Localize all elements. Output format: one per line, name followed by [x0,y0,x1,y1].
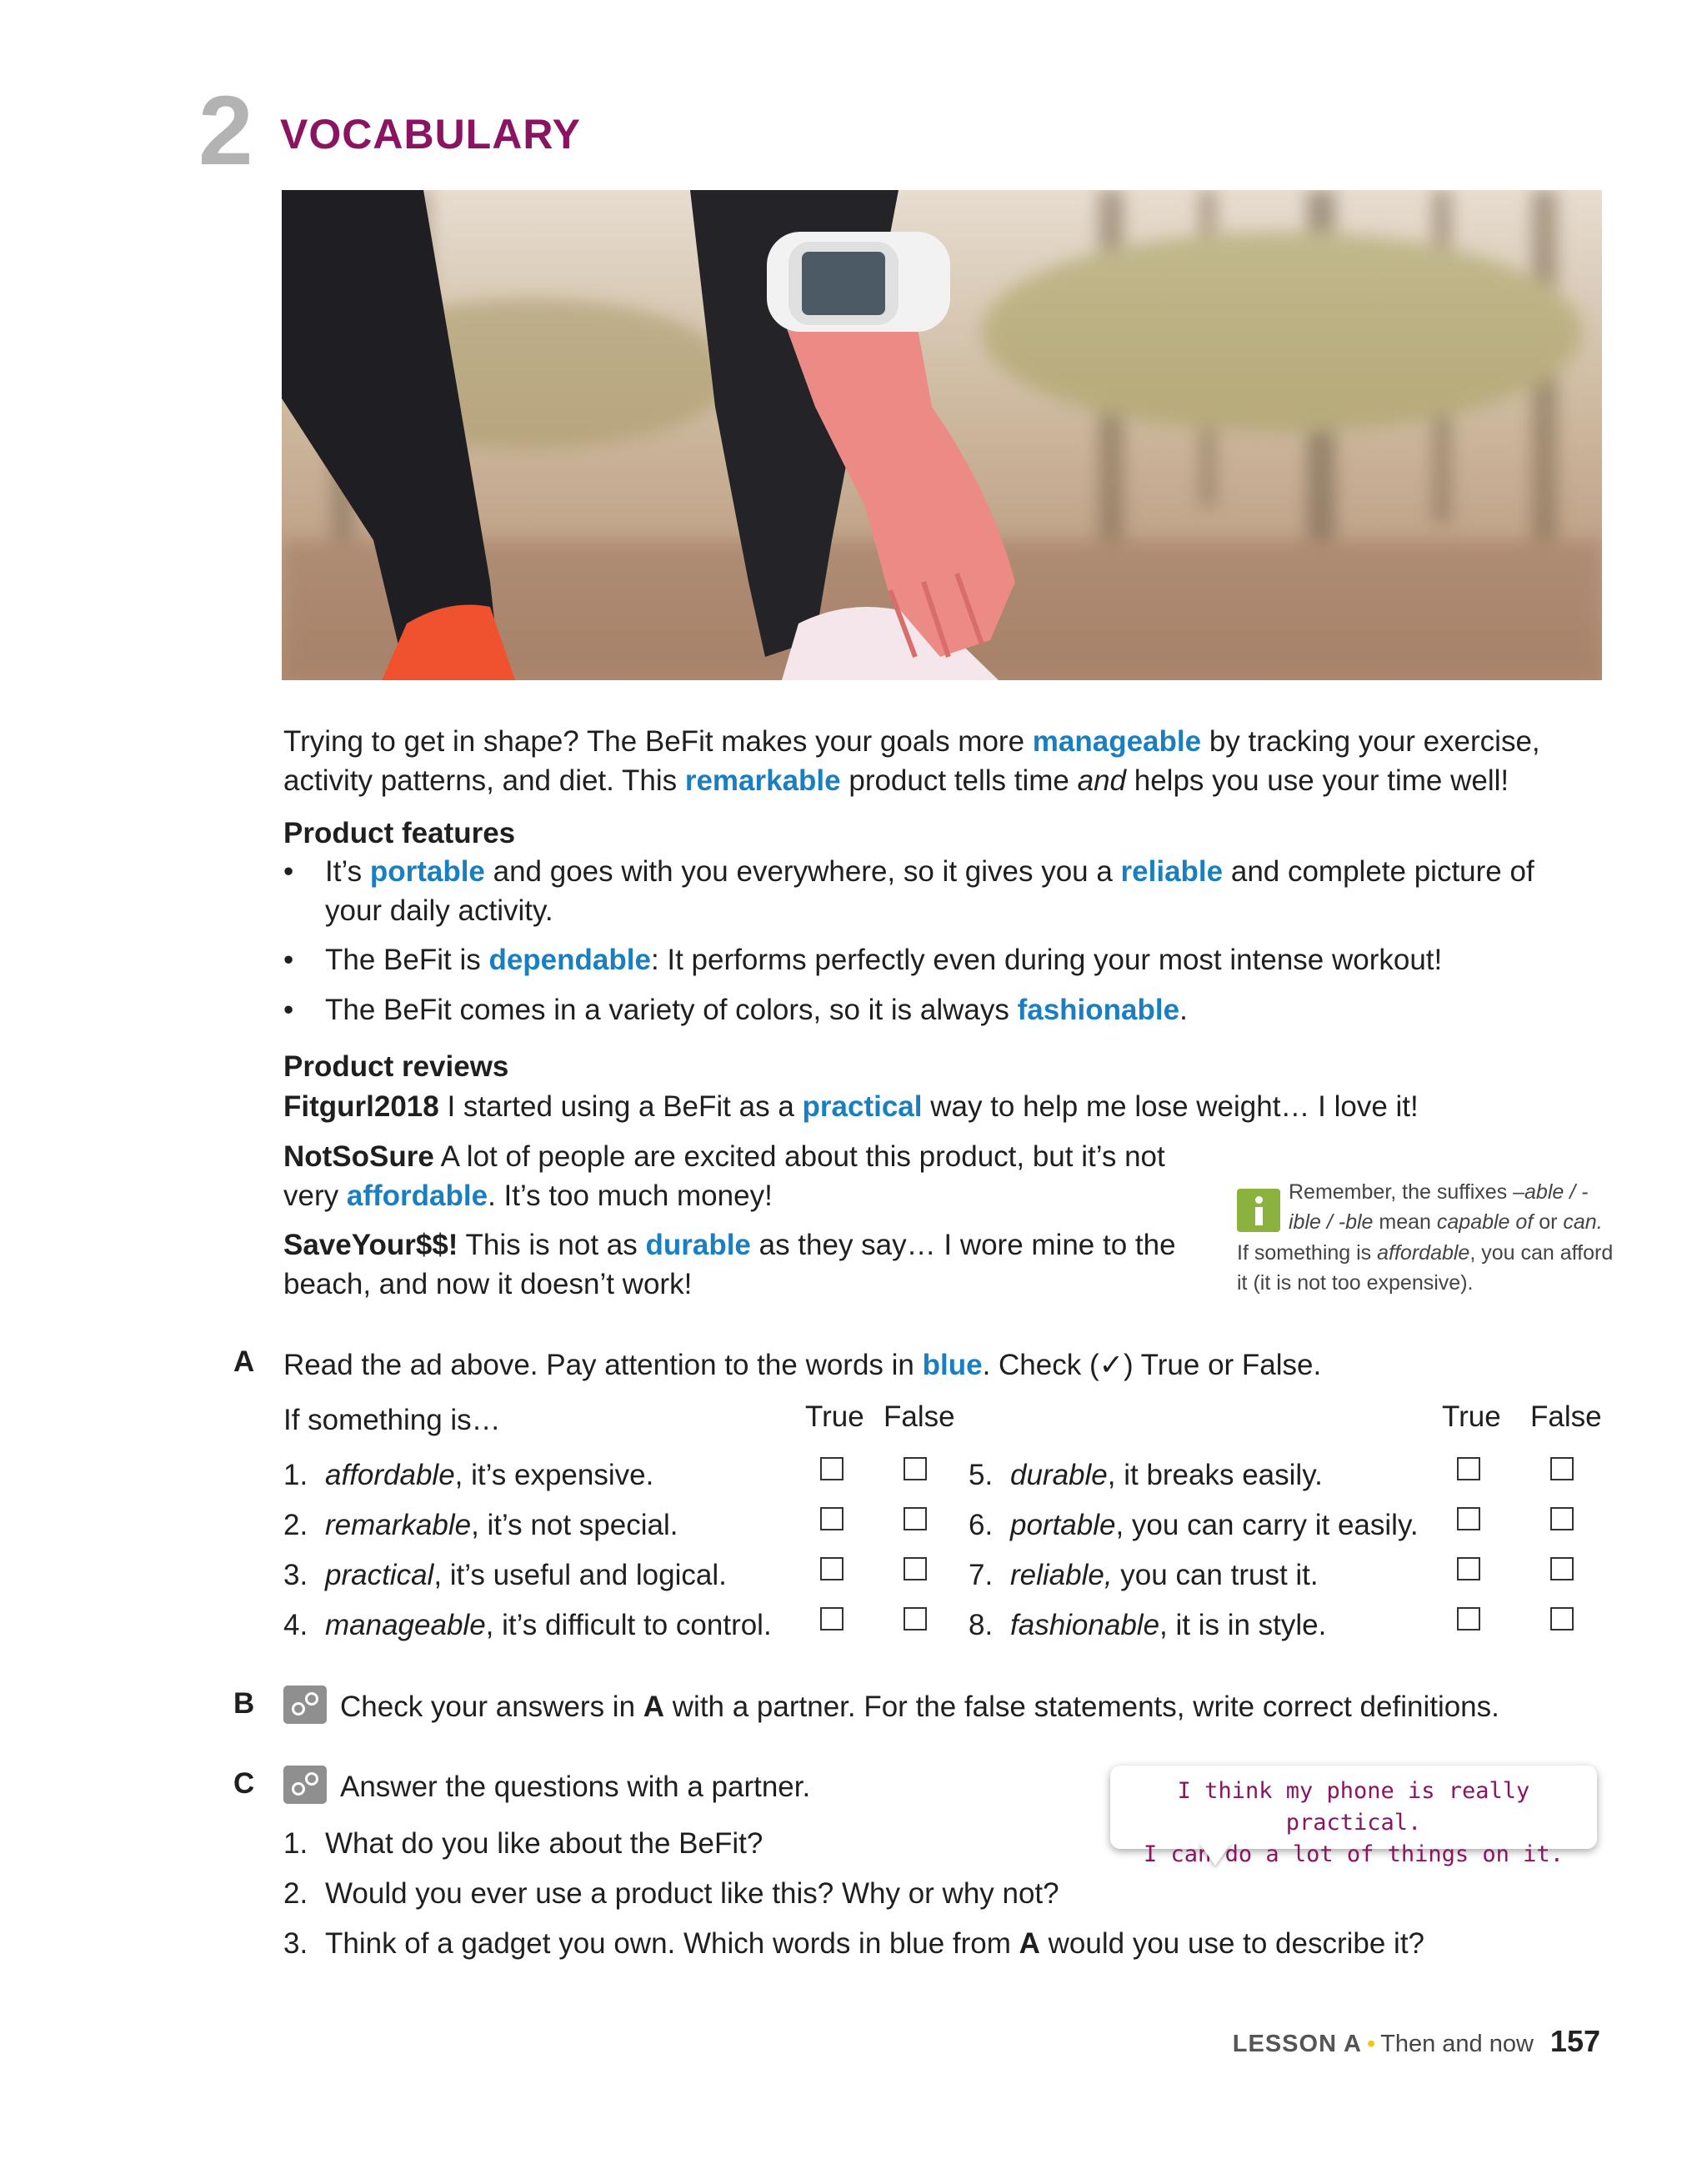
false-checkbox-8[interactable] [1550,1607,1574,1630]
reviewer-name: NotSoSure [283,1140,434,1173]
tip-emphasis: capable of [1436,1210,1534,1235]
exercise-b-instructions [340,1687,1499,1726]
vocab-word-remarkable: remarkable [684,764,841,798]
false-checkbox-7[interactable] [1550,1557,1574,1580]
reviewer-name: Fitgurl2018 [283,1090,439,1123]
speech-bubble [1110,1766,1597,1867]
intro-emphasis: and [1077,764,1127,798]
item-word: remarkable [325,1509,472,1541]
tip-emphasis: can. [1563,1210,1603,1235]
ad-intro [283,722,1609,801]
item-number: 3. [283,1559,308,1591]
item-word: durable [1010,1459,1108,1491]
item-number: 8. [969,1609,994,1641]
item-word: practical [325,1559,434,1591]
item-text: , it’s useful and logical. [433,1559,727,1591]
section-number: 2 [198,76,250,186]
bullet-dot: • [283,944,294,976]
review-text: A lot of people are excited about this product, but it’s not very [283,1140,1165,1213]
statement-7 [969,1555,1319,1595]
vocab-word-reliable: reliable [1120,855,1224,888]
item-number: 2. [283,1877,308,1910]
features-heading: Product features [283,817,516,849]
speech-bubble-tail [1199,1842,1232,1866]
intro-text-4: helps you use your time well! [1126,764,1509,798]
true-checkbox-3[interactable] [820,1557,843,1580]
intro-text-1: Trying to get in shape? The BeFit makes your goals more [283,725,1033,758]
vocab-word-practical: practical [802,1090,923,1123]
instruction-text: Read the ad above. Pay attention to the words in [283,1349,923,1381]
question-text: Would you ever use a product like this? Why or why not? [325,1877,1059,1910]
vocab-word-portable: portable [369,855,485,888]
false-checkbox-6[interactable] [1550,1507,1574,1530]
review-2 [283,1137,1167,1216]
true-column-header: True [1442,1400,1501,1433]
statement-4 [283,1605,772,1645]
exercise-a-lead: If something is… [283,1404,501,1436]
feature-text: The BeFit is [325,944,489,976]
false-column-header: False [1530,1400,1602,1433]
vocab-word-affordable: affordable [346,1180,488,1213]
true-checkbox-6[interactable] [1457,1507,1480,1530]
item-text: , it breaks easily. [1107,1459,1323,1491]
item-text: , you can carry it easily. [1115,1509,1419,1541]
page-footer [1233,2024,1600,2059]
pair-work-icon [283,1686,327,1724]
item-text: , it’s difficult to control. [485,1609,772,1641]
true-checkbox-4[interactable] [820,1607,843,1630]
item-text: you can trust it. [1112,1559,1319,1591]
review-text: . It’s too much money! [488,1180,773,1213]
item-number: 1. [283,1459,308,1491]
vocab-word-durable: durable [645,1229,751,1261]
instruction-bold: A [643,1691,665,1723]
item-number: 7. [969,1559,994,1591]
feature-text: and complete picture of your daily activity. [325,855,1534,928]
item-word: reliable, [1010,1559,1113,1591]
item-text: , it is in style. [1159,1609,1327,1641]
vocab-word-manageable: manageable [1032,725,1202,758]
item-number: 1. [283,1827,308,1860]
false-checkbox-1[interactable] [904,1457,927,1480]
intro-text-2: by tracking your exercise, activity patterns, and diet. This [283,725,1540,798]
question-text: Think of a gadget you own. Which words in blue from [325,1927,1019,1960]
section-title: VOCABULARY [280,111,581,158]
exercise-c-letter: C [233,1767,255,1800]
instruction-text: with a partner. For the false statements, write correct definitions. [664,1691,1499,1723]
exercise-a-letter: A [233,1345,255,1378]
exercise-b-letter: B [233,1687,255,1720]
info-icon [1237,1189,1280,1232]
question-bold: A [1019,1927,1040,1960]
reviews-heading: Product reviews [283,1050,509,1083]
question-text: What do you like about the BeFit? [325,1827,763,1860]
tip-text: Remember, the suffixes [1289,1180,1514,1204]
true-column-header: True [805,1400,864,1433]
speech-line-2: I can do a lot of things on it. [1144,1841,1564,1867]
review-1 [283,1087,1609,1126]
instruction-text: Check your answers in [340,1691,643,1723]
statement-1 [283,1455,653,1495]
page-number: 157 [1549,2024,1600,2058]
speech-line-1: I think my phone is really practical. [1177,1778,1530,1836]
intro-text-3: product tells time [840,764,1078,798]
suffix-tip [1237,1177,1620,1298]
feature-text: The BeFit comes in a variety of colors, so it is always [325,994,1018,1026]
tip-emphasis: –able / -ible / -ble [1289,1180,1589,1235]
true-checkbox-1[interactable] [820,1457,843,1480]
review-text: I started using a BeFit as a [438,1090,803,1123]
bullet-dot: • [283,855,294,888]
false-column-header: False [884,1400,955,1433]
true-checkbox-8[interactable] [1457,1607,1480,1630]
photo-illustration [282,190,1602,680]
false-checkbox-2[interactable] [904,1507,927,1530]
item-number: 2. [283,1509,308,1541]
feature-text: : It performs perfectly even during your most intense workout! [650,944,1443,976]
lesson-topic: Then and now [1380,2031,1534,2057]
item-number: 3. [283,1927,308,1960]
review-text: way to help me lose weight… I love it! [922,1090,1419,1123]
footer-bullet: • [1366,2031,1376,2057]
instruction-text: . Check (✓) True or False. [982,1349,1322,1381]
review-text: This is not as [458,1229,646,1261]
false-checkbox-4[interactable] [904,1607,927,1630]
true-checkbox-2[interactable] [820,1507,843,1530]
statement-2 [283,1505,678,1545]
feature-text: and goes with you everywhere, so it gives you a [484,855,1121,888]
tip-text: mean [1373,1210,1437,1235]
item-text: , it’s not special. [471,1509,678,1541]
item-word: affordable [325,1459,455,1491]
bullet-dot: • [283,994,294,1026]
tip-emphasis: affordable [1377,1240,1470,1265]
question-3 [283,1924,1424,1963]
statement-6 [969,1505,1419,1545]
feature-text: It’s [325,855,370,888]
vocab-word-fashionable: fashionable [1017,994,1180,1026]
question-2 [283,1874,1059,1913]
lesson-label: LESSON A [1232,2031,1362,2057]
review-text: as they say… I wore mine to the beach, and now it doesn’t work! [283,1229,1176,1301]
feature-text: . [1179,994,1188,1026]
true-checkbox-5[interactable] [1457,1457,1480,1480]
item-word: manageable [325,1609,486,1641]
statement-8 [969,1605,1326,1645]
false-checkbox-5[interactable] [1550,1457,1574,1480]
tip-text: , you can afford it (it is not too expensive). [1237,1240,1614,1295]
fitness-photo [282,190,1602,680]
tip-text: or [1533,1210,1564,1235]
statement-5 [969,1455,1323,1495]
instruction-blue-word: blue [922,1349,983,1381]
item-word: fashionable [1010,1609,1160,1641]
question-text: would you use to describe it? [1039,1927,1425,1960]
item-number: 5. [969,1459,994,1491]
question-1 [283,1824,763,1863]
item-word: portable [1010,1509,1116,1541]
pair-work-icon [283,1766,327,1804]
statement-3 [283,1555,727,1595]
exercise-a-instructions [283,1345,1321,1385]
reviewer-name: SaveYour$$! [283,1229,458,1261]
item-text: , it’s expensive. [454,1459,654,1491]
false-checkbox-3[interactable] [904,1557,927,1580]
exercise-c-instructions: Answer the questions with a partner. [340,1771,811,1803]
item-number: 4. [283,1609,308,1641]
true-checkbox-7[interactable] [1457,1557,1480,1580]
tip-text: If something is [1237,1240,1378,1265]
item-number: 6. [969,1509,994,1541]
review-3 [283,1225,1200,1305]
vocab-word-dependable: dependable [488,944,651,976]
